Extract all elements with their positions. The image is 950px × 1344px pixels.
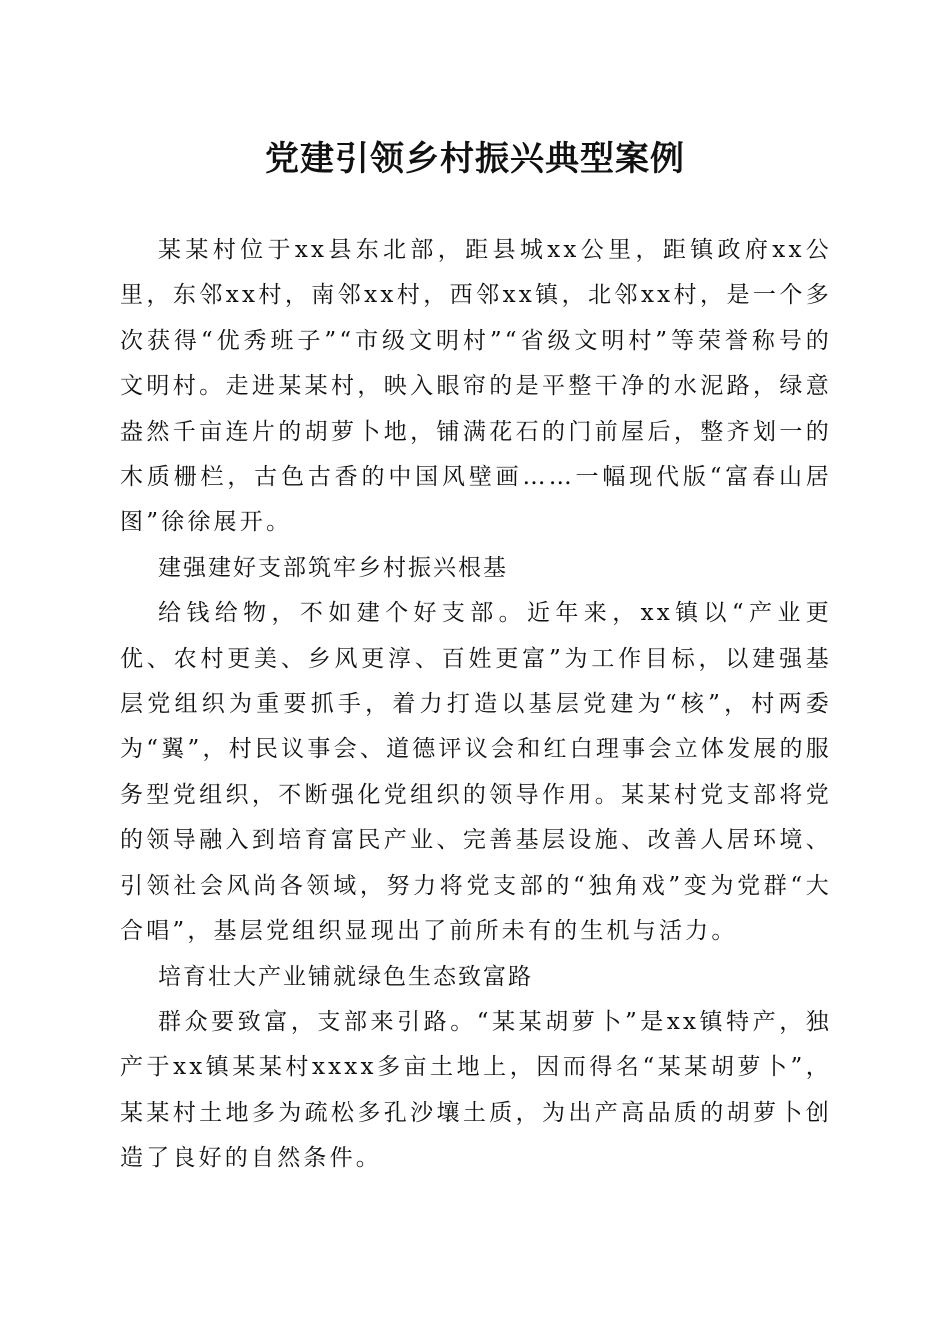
paragraph-industry: 群众要致富，支部来引路。“某某胡萝卜”是xx镇特产，独产于xx镇某某村xxxx多亩土地上，因而得名“某某胡萝卜”，某某村土地多为疏松多孔沙壤土质，为出产高品质的胡萝卜创造了良好的自然条件。: [120, 1008, 832, 1172]
document-body: [120, 228, 832, 1182]
paragraph-intro: 某某村位于xx县东北部，距县城xx公里，距镇政府xx公里，东邻xx村，南邻xx村，西邻xx镇，北邻xx村，是一个多次获得“优秀班子”“市级文明村”“省级文明村”等荣誉称号的文明村。走进某某村，映入眼帘的是平整干净的水泥路，绿意盎然千亩连片的胡萝卜地，铺满花石的门前屋后，整齐划一的木质栅栏，古色古香的中国风壁画……一幅现代版“富春山居图”徐徐展开。: [120, 237, 832, 536]
section-heading-industry: 培育壮大产业铺就绿色生态致富路: [158, 963, 533, 990]
section-heading-branch: 建强建好支部筑牢乡村振兴根基: [158, 554, 508, 581]
paragraph-branch: 给钱给物，不如建个好支部。近年来，xx镇以“产业更优、农村更美、乡风更淳、百姓更富”为工作目标，以建强基层党组织为重要抓手，着力打造以基层党建为“核”，村两委为“翼”，村民议事会、道德评议会和红白理事会立体发展的服务型党组织，不断强化党组织的领导作用。某某村党支部将党的领导融入到培育富民产业、完善基层设施、改善人居环境、引领社会风尚各领域，努力将党支部的“独角戏”变为党群“大合唱”，基层党组织显现出了前所未有的生机与活力。: [120, 600, 832, 945]
document-title: 党建引领乡村振兴典型案例: [265, 139, 685, 179]
